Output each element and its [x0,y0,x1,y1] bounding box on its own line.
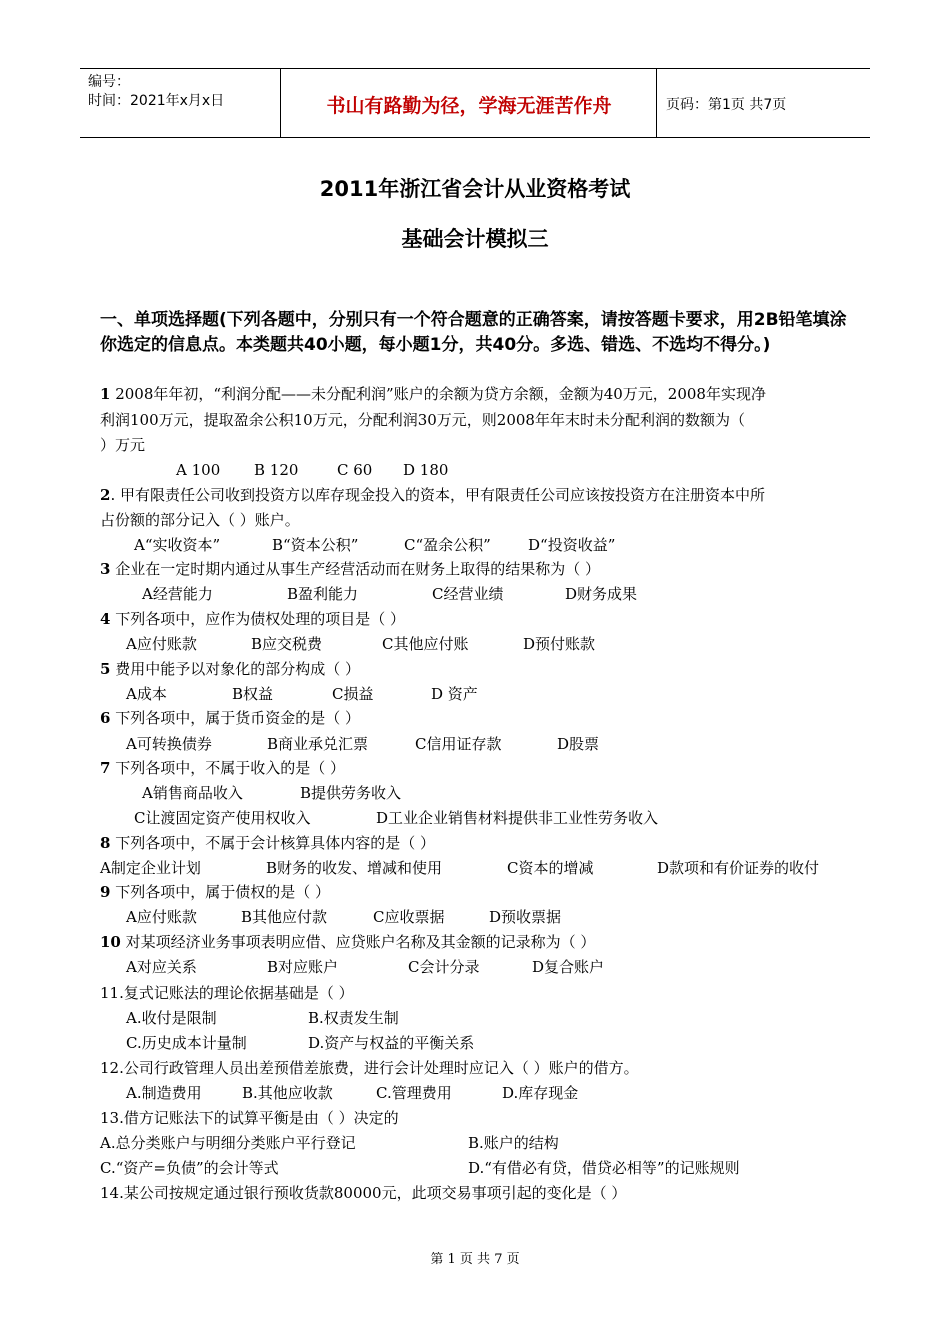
option-c: C损益 [332,685,374,703]
option-d: D预收票据 [489,908,562,926]
option-c: C会计分录 [408,958,480,976]
option-b: B“资本公积” [272,536,359,554]
option-a: A.制造费用 [126,1084,202,1102]
question-5-options [126,684,478,704]
question-12-options [126,1083,578,1103]
option-c: C其他应付账 [382,635,469,653]
option-b: B.账户的结构 [468,1134,559,1152]
question-2-options [134,535,615,555]
option-b: B商业承兑汇票 [267,735,369,753]
question-6: 6 下列各项中，属于货币资金的是（ ） [100,709,360,727]
option-c: C经营业绩 [432,585,504,603]
option-b: B权益 [232,685,274,703]
option-b: B盈利能力 [287,585,359,603]
header-motto: 书山有路勤为径，学海无涯苦作舟 [326,95,612,117]
question-14: 14.某公司按规定通过银行预收货款80000元，此项交易事项引起的变化是（ ） [100,1184,627,1202]
header-divider [280,69,281,137]
question-8-options [100,858,819,878]
option-a: A.总分类账户与明细分类账户平行登记 [100,1134,356,1152]
question-2-line-2: 占份额的部分记入（ ）账户。 [100,511,300,529]
option-a: A经营能力 [142,585,213,603]
question-9-options [126,907,561,927]
option-a: A应付账款 [126,635,197,653]
question-13-options [100,1133,559,1153]
question-3-options [142,584,637,604]
question-5: 5 费用中能予以对象化的部分构成（ ） [100,660,360,678]
option-c: C让渡固定资产使用权收入 [134,809,311,827]
question-12: 12.公司行政管理人员出差预借差旅费，进行会计处理时应记入（ ）账户的借方。 [100,1059,639,1077]
option-d: D 资产 [431,685,478,703]
question-1-options [176,460,448,480]
question-10: 10 对某项经济业务事项表明应借、应贷账户名称及其金额的记录称为（ ） [100,933,596,951]
header-page: 页码：第1页 共7页 [666,97,787,113]
option-a: A应付账款 [126,908,197,926]
option-b: B提供劳务收入 [300,784,402,802]
option-d: D“投资收益” [528,536,616,554]
header-meta [88,73,224,111]
option-c: C.历史成本计量制 [126,1034,247,1052]
question-3: 3 企业在一定时期内通过从事生产经营活动而在财务上取得的结果称为（ ） [100,560,600,578]
question-13-options-2 [100,1158,740,1178]
question-1-line-1: 1 2008年年初，“利润分配——未分配利润”账户的余额为贷方余额，金额为40万元，2008年实现净 [100,385,766,403]
question-1-line-3: ）万元 [100,436,146,454]
page-footer: 第 1 页 共 7 页 [430,1252,520,1267]
question-4-options [126,634,595,654]
question-11: 11.复式记账法的理论依据基础是（ ） [100,984,354,1002]
question-13: 13.借方记账法下的试算平衡是由（ ）决定的 [100,1109,399,1127]
option-b: B其他应付款 [241,908,328,926]
option-a: A成本 [126,685,167,703]
question-7: 7 下列各项中，不属于收入的是（ ） [100,759,345,777]
option-d: D.资产与权益的平衡关系 [308,1034,475,1052]
question-9: 9 下列各项中，属于债权的是（ ） [100,883,330,901]
option-d: D款项和有价证券的收付 [657,859,820,877]
option-a: A.收付是限制 [126,1009,217,1027]
option-c: C应收票据 [373,908,445,926]
header-date: 时间：2021年x月x日 [88,93,225,109]
option-d: D工业企业销售材料提供非工业性劳务收入 [376,809,659,827]
option-a: A制定企业计划 [100,859,201,877]
option-a: A销售商品收入 [142,784,243,802]
header-number: 编号： [88,74,130,90]
option-b: B 120 [254,461,299,479]
option-c: C.管理费用 [376,1084,452,1102]
option-a: A 100 [176,461,221,479]
document-subtitle: 基础会计模拟三 [401,227,549,251]
question-7-options [142,783,401,803]
option-c: C“盈余公积” [404,536,491,554]
option-d: D 180 [403,461,449,479]
option-b: B对应账户 [267,958,339,976]
document-title: 2011年浙江省会计从业资格考试 [319,177,631,201]
option-d: D财务成果 [565,585,638,603]
option-d: D预付账款 [523,635,596,653]
option-b: B财务的收发、增减和使用 [266,859,443,877]
question-11-options [126,1008,399,1028]
option-d: D复合账户 [532,958,605,976]
option-c: C 60 [337,461,373,479]
option-b: B.权责发生制 [308,1009,399,1027]
option-c: C信用证存款 [415,735,502,753]
question-8: 8 下列各项中，不属于会计核算具体内容的是（ ） [100,834,435,852]
option-b: B应交税费 [251,635,323,653]
option-c: C资本的增减 [507,859,594,877]
header-divider [656,69,657,137]
option-b: B.其他应收款 [242,1084,333,1102]
question-6-options [126,734,599,754]
question-2-line-1: 2. 甲有限责任公司收到投资方以库存现金投入的资本，甲有限责任公司应该按投资方在注册资本中所 [100,486,765,504]
section-heading: 一、单项选择题(下列各题中，分别只有一个符合题意的正确答案，请按答题卡要求，用2B铅笔填涂你选定的信息点。本类题共40小题，每小题1分，共40分。多选、错选、不选均不得分。) [100,310,847,355]
question-11-options-2 [126,1033,474,1053]
question-1-line-2: 利润100万元，提取盈余公积10万元，分配利润30万元，则2008年年末时未分配利润的数额为（ [100,411,745,429]
question-7-options-2 [134,808,658,828]
option-c: C.“资产=负债”的会计等式 [100,1159,279,1177]
option-a: A对应关系 [126,958,197,976]
option-d: D.“有借必有贷，借贷必相等”的记账规则 [468,1159,740,1177]
option-d: D.库存现金 [502,1084,579,1102]
document-header [80,68,870,138]
question-4: 4 下列各项中，应作为债权处理的项目是（ ） [100,610,405,628]
option-a: A“实收资本” [134,536,221,554]
option-d: D股票 [557,735,600,753]
option-a: A可转换债券 [126,735,212,753]
question-10-options [126,957,604,977]
